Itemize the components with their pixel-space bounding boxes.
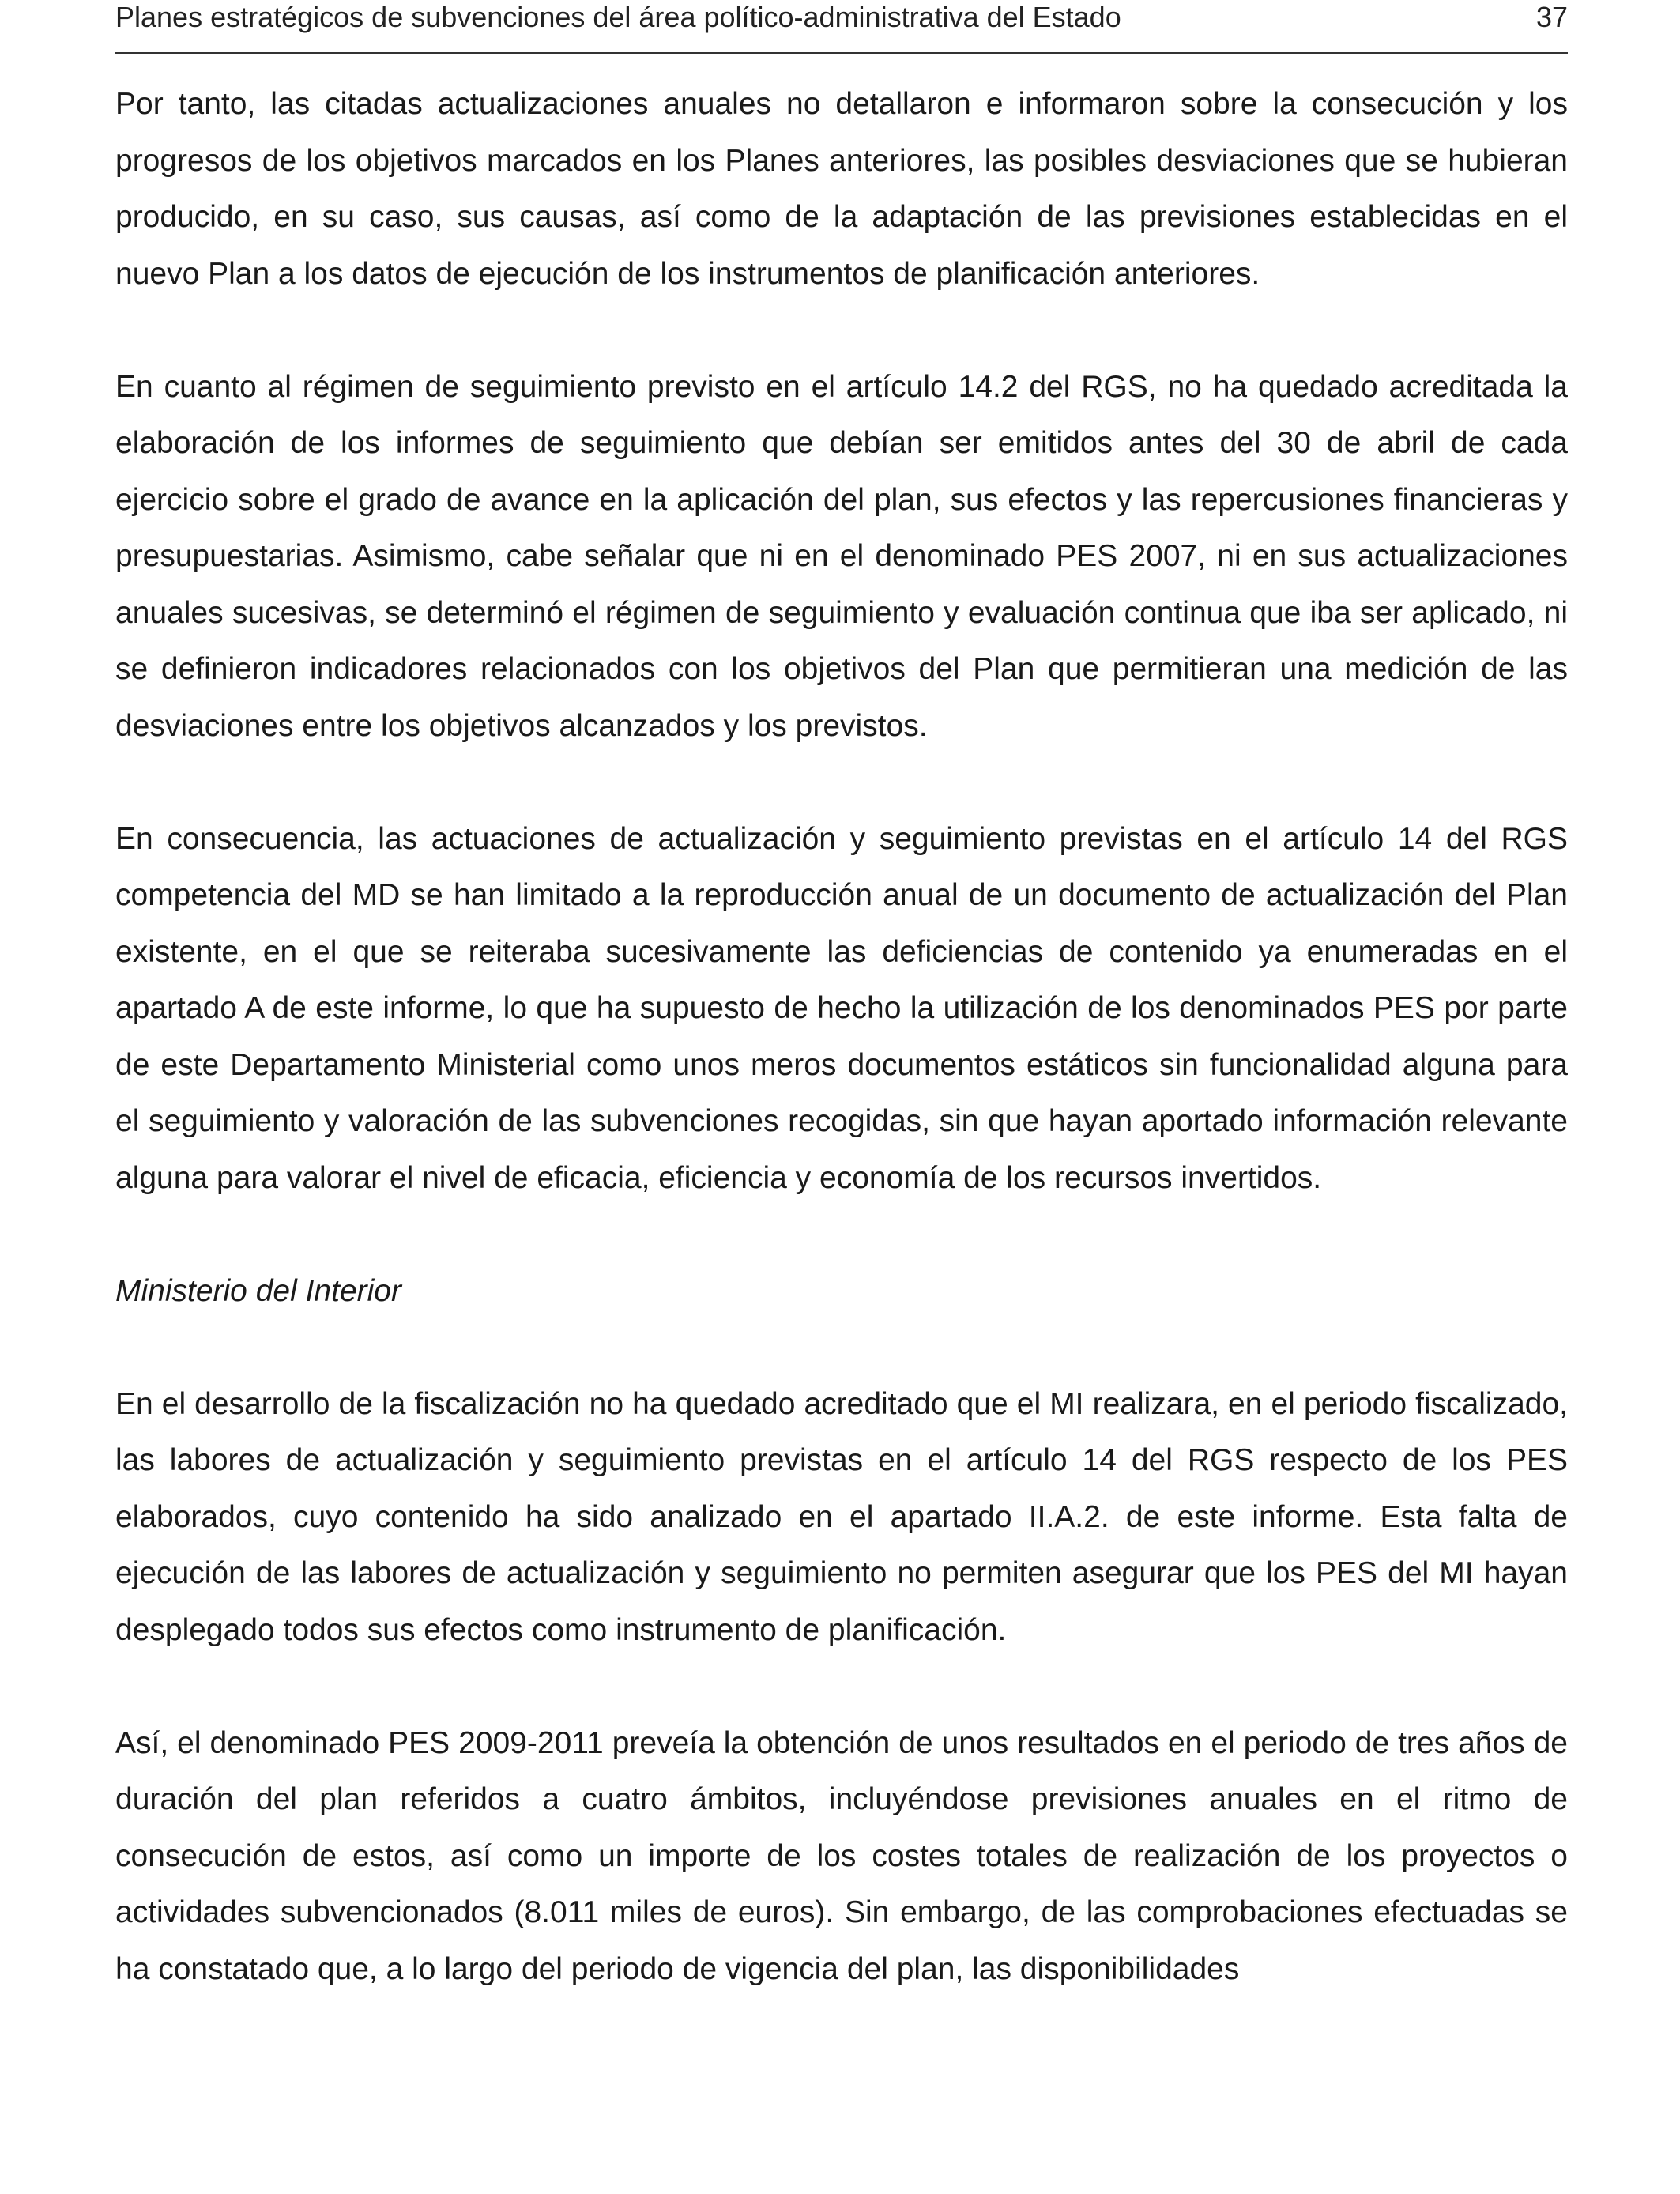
- section-subheading: Ministerio del Interior: [115, 1273, 401, 1308]
- paragraph: En consecuencia, las actuaciones de actualización y seguimiento previstas en el artículo 14 del RGS competencia del MD se han limitado a la reproducción anual de un documento de actualización del Plan existente, en el que se reiteraba sucesivamente las deficiencias de contenido ya enumeradas en el apartado A de este informe, lo que ha supuesto de hecho la utilización de los denominados PES por parte de este Departamento Ministerial como unos meros documentos estáticos sin funcionalidad alguna para el seguimiento y valoración de las subvenciones recogidas, sin que hayan aportado información relevante alguna para valorar el nivel de eficacia, eficiencia y economía de los recursos invertidos.: [115, 821, 1568, 1195]
- page-number: 37: [1535, 1, 1568, 33]
- document-body: [115, 76, 1568, 1997]
- header-title: Planes estratégicos de subvenciones del área político-administrativa del Estado: [115, 1, 1121, 33]
- paragraph: En cuanto al régimen de seguimiento previsto en el artículo 14.2 del RGS, no ha quedado acreditada la elaboración de los informes de seguimiento que debían ser emitidos antes del 30 de abril de cada ejercicio sobre el grado de avance en la aplicación del plan, sus efectos y las repercusiones financieras y presupuestarias. Asimismo, cabe señalar que ni en el denominado PES 2007, ni en sus actualizaciones anuales sucesivas, se determinó el régimen de seguimiento y evaluación continua que iba ser aplicado, ni se definieron indicadores relacionados con los objetivos del Plan que permitieran una medición de las desviaciones entre los objetivos alcanzados y los previstos.: [115, 369, 1568, 743]
- paragraph: En el desarrollo de la fiscalización no ha quedado acreditado que el MI realizara, en el periodo fiscalizado, las labores de actualización y seguimiento previstas en el artículo 14 del RGS respecto de los PES elaborados, cuyo contenido ha sido analizado en el apartado II.A.2. de este informe. Esta falta de ejecución de las labores de actualización y seguimiento no permiten asegurar que los PES del MI hayan desplegado todos sus efectos como instrumento de planificación.: [115, 1386, 1568, 1647]
- paragraph: Por tanto, las citadas actualizaciones anuales no detallaron e informaron sobre la consecución y los progresos de los objetivos marcados en los Planes anteriores, las posibles desviaciones que se hubieran producido, en su caso, sus causas, así como de la adaptación de las previsiones establecidas en el nuevo Plan a los datos de ejecución de los instrumentos de planificación anteriores.: [115, 87, 1568, 291]
- page-header: [115, 0, 1568, 54]
- paragraph: Así, el denominado PES 2009-2011 preveía la obtención de unos resultados en el periodo de tres años de duración del plan referidos a cuatro ámbitos, incluyéndose previsiones anuales en el ritmo de consecución de estos, así como un importe de los costes totales de realización de los proyectos o actividades subvencionados (8.011 miles de euros). Sin embargo, de las comprobaciones efectuadas se ha constatado que, a lo largo del periodo de vigencia del plan, las disponibilidades: [115, 1725, 1568, 1986]
